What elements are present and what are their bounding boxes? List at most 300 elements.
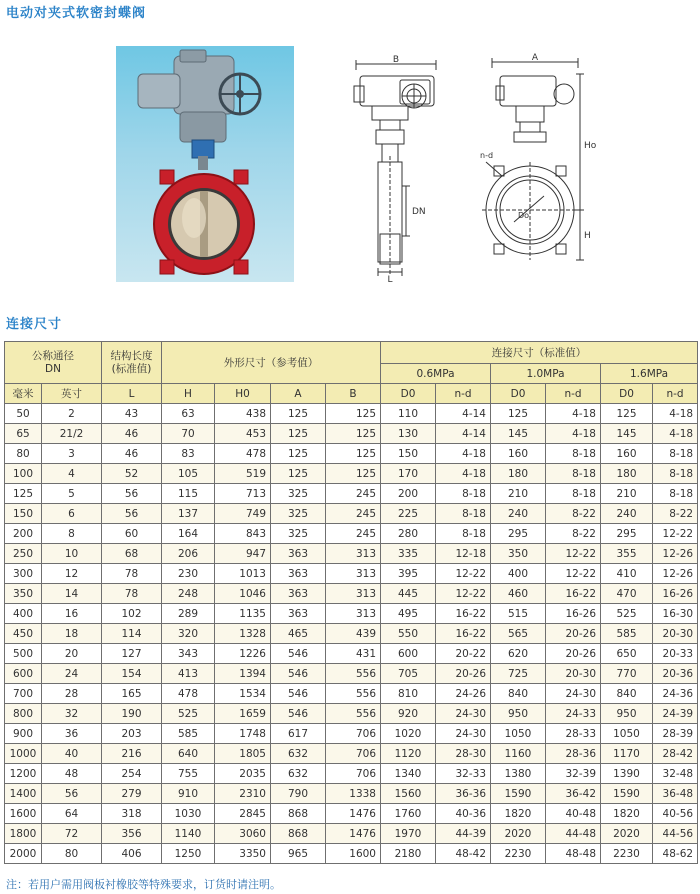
table-cell: 1805 [215, 744, 271, 764]
table-cell: 2845 [215, 804, 271, 824]
table-cell: 355 [601, 544, 653, 564]
table-cell: 343 [162, 644, 215, 664]
table-cell: 180 [491, 464, 546, 484]
table-cell: 12 [42, 564, 102, 584]
table-cell: 2035 [215, 764, 271, 784]
table-cell: 48 [42, 764, 102, 784]
header-b: B [326, 384, 381, 404]
table-cell: 2230 [601, 844, 653, 864]
table-cell: 4-18 [436, 464, 491, 484]
table-cell: 20-22 [436, 644, 491, 664]
table-cell: 4 [42, 464, 102, 484]
table-cell: 240 [601, 504, 653, 524]
table-row [5, 624, 698, 644]
header-h0: H0 [215, 384, 271, 404]
table-cell: 32-39 [546, 764, 601, 784]
table-cell: 500 [5, 644, 42, 664]
table-cell: 24-30 [436, 704, 491, 724]
table-cell: 12-26 [653, 564, 698, 584]
table-row [5, 844, 698, 864]
table-cell: 5 [42, 484, 102, 504]
table-cell: 617 [271, 724, 326, 744]
table-cell: 115 [162, 484, 215, 504]
header-pressure-06: 0.6MPa [381, 364, 491, 384]
table-cell: 46 [102, 444, 162, 464]
table-cell: 1046 [215, 584, 271, 604]
table-cell: 843 [215, 524, 271, 544]
table-cell: 6 [42, 504, 102, 524]
table-cell: 56 [42, 784, 102, 804]
table-cell: 125 [326, 464, 381, 484]
table-cell: 16-22 [436, 604, 491, 624]
table-cell: 650 [601, 644, 653, 664]
table-cell: 300 [5, 564, 42, 584]
table-cell: 2230 [491, 844, 546, 864]
table-cell: 245 [326, 484, 381, 504]
table-cell: 1030 [162, 804, 215, 824]
table-row [5, 524, 698, 544]
table-cell: 200 [5, 524, 42, 544]
table-cell: 216 [102, 744, 162, 764]
table-cell: 1380 [491, 764, 546, 784]
table-cell: 585 [601, 624, 653, 644]
table-cell: 64 [42, 804, 102, 824]
table-cell: 40-56 [653, 804, 698, 824]
table-cell: 240 [491, 504, 546, 524]
table-cell: 40-36 [436, 804, 491, 824]
table-cell: 1970 [381, 824, 436, 844]
table-cell: 1590 [491, 784, 546, 804]
table-cell: 556 [326, 664, 381, 684]
table-cell: 453 [215, 424, 271, 444]
table-cell: 632 [271, 764, 326, 784]
table-cell: 713 [215, 484, 271, 504]
table-cell: 1748 [215, 724, 271, 744]
table-cell: 36-48 [653, 784, 698, 804]
table-cell: 78 [102, 564, 162, 584]
label-b: B [392, 55, 400, 65]
table-cell: 56 [102, 504, 162, 524]
table-cell: 295 [491, 524, 546, 544]
table-cell: 1170 [601, 744, 653, 764]
table-cell: 114 [102, 624, 162, 644]
table-cell: 28-36 [546, 744, 601, 764]
table-cell: 632 [271, 744, 326, 764]
table-cell: 910 [162, 784, 215, 804]
table-cell: 180 [601, 464, 653, 484]
table-cell: 24 [42, 664, 102, 684]
table-cell: 465 [271, 624, 326, 644]
table-cell: 1760 [381, 804, 436, 824]
table-cell: 4-14 [436, 404, 491, 424]
table-cell: 438 [215, 404, 271, 424]
header-l: L [102, 384, 162, 404]
table-row [5, 544, 698, 564]
table-cell: 519 [215, 464, 271, 484]
table-cell: 125 [326, 404, 381, 424]
table-cell: 810 [381, 684, 436, 704]
table-cell: 28 [42, 684, 102, 704]
table-cell: 10 [42, 544, 102, 564]
table-cell: 755 [162, 764, 215, 784]
table-cell: 900 [5, 724, 42, 744]
header-pressure-16: 1.6MPa [601, 364, 698, 384]
table-cell: 102 [102, 604, 162, 624]
front-view-drawing [480, 52, 597, 282]
table-cell: 400 [5, 604, 42, 624]
table-cell: 12-18 [436, 544, 491, 564]
label-ho: Ho [584, 141, 597, 151]
table-cell: 1534 [215, 684, 271, 704]
header-a: A [271, 384, 326, 404]
table-cell: 460 [491, 584, 546, 604]
table-cell: 20-33 [653, 644, 698, 664]
table-cell: 36-36 [436, 784, 491, 804]
table-cell: 8-18 [436, 504, 491, 524]
table-cell: 1140 [162, 824, 215, 844]
table-cell: 556 [326, 704, 381, 724]
table-cell: 1560 [381, 784, 436, 804]
table-cell: 48-48 [546, 844, 601, 864]
table-cell: 1400 [5, 784, 42, 804]
table-cell: 24-30 [436, 724, 491, 744]
table-cell: 410 [601, 564, 653, 584]
header-nd-10: n-d [546, 384, 601, 404]
header-length: 结构长度 (标准值) [102, 342, 162, 384]
table-cell: 105 [162, 464, 215, 484]
table-cell: 600 [381, 644, 436, 664]
table-cell: 318 [102, 804, 162, 824]
table-cell: 225 [381, 504, 436, 524]
table-cell: 363 [271, 564, 326, 584]
table-cell: 8-18 [653, 464, 698, 484]
table-cell: 210 [601, 484, 653, 504]
table-cell: 556 [326, 684, 381, 704]
table-cell: 478 [215, 444, 271, 464]
table-cell: 20 [42, 644, 102, 664]
table-row [5, 444, 698, 464]
table-cell: 200 [381, 484, 436, 504]
table-cell: 565 [491, 624, 546, 644]
table-cell: 700 [5, 684, 42, 704]
table-row [5, 664, 698, 684]
table-cell: 2020 [491, 824, 546, 844]
table-cell: 20-26 [436, 664, 491, 684]
table-cell: 125 [326, 444, 381, 464]
table-body [5, 404, 698, 864]
table-cell: 248 [162, 584, 215, 604]
table-cell: 4-14 [436, 424, 491, 444]
table-cell: 40 [42, 744, 102, 764]
table-cell: 20-26 [546, 644, 601, 664]
table-cell: 1820 [601, 804, 653, 824]
header-nd-06: n-d [436, 384, 491, 404]
table-cell: 950 [601, 704, 653, 724]
table-cell: 1013 [215, 564, 271, 584]
table-row [5, 784, 698, 804]
table-cell: 1820 [491, 804, 546, 824]
table-cell: 478 [162, 684, 215, 704]
table-cell: 16-30 [653, 604, 698, 624]
table-cell: 164 [162, 524, 215, 544]
table-cell: 125 [5, 484, 42, 504]
table-row [5, 744, 698, 764]
table-cell: 16-22 [546, 584, 601, 604]
table-cell: 154 [102, 664, 162, 684]
table-cell: 279 [102, 784, 162, 804]
table-cell: 325 [271, 524, 326, 544]
table-cell: 206 [162, 544, 215, 564]
table-cell: 48-42 [436, 844, 491, 864]
table-cell: 515 [491, 604, 546, 624]
table-row [5, 824, 698, 844]
table-cell: 21/2 [42, 424, 102, 444]
table-cell: 725 [491, 664, 546, 684]
table-cell: 145 [601, 424, 653, 444]
header-dn: 公称通径 DN [5, 342, 102, 384]
table-cell: 16-26 [546, 604, 601, 624]
footnote: 注：若用户需用阀板衬橡胶等特殊要求，订货时请注明。 [6, 878, 281, 891]
table-cell: 16 [42, 604, 102, 624]
table-cell: 280 [381, 524, 436, 544]
table-cell: 1000 [5, 744, 42, 764]
table-cell: 546 [271, 704, 326, 724]
table-cell: 80 [42, 844, 102, 864]
table-cell: 125 [326, 424, 381, 444]
table-cell: 3060 [215, 824, 271, 844]
table-cell: 1135 [215, 604, 271, 624]
table-row [5, 424, 698, 444]
table-cell: 16-26 [653, 584, 698, 604]
table-cell: 245 [326, 504, 381, 524]
table-cell: 2180 [381, 844, 436, 864]
table-cell: 1328 [215, 624, 271, 644]
table-cell: 4-18 [653, 404, 698, 424]
table-cell: 2000 [5, 844, 42, 864]
table-cell: 1020 [381, 724, 436, 744]
table-cell: 749 [215, 504, 271, 524]
table-cell: 145 [491, 424, 546, 444]
table-cell: 1590 [601, 784, 653, 804]
table-cell: 1476 [326, 804, 381, 824]
table-cell: 28-42 [653, 744, 698, 764]
table-cell: 350 [491, 544, 546, 564]
table-cell: 356 [102, 824, 162, 844]
table-cell: 1476 [326, 824, 381, 844]
table-cell: 8-18 [436, 524, 491, 544]
table-cell: 1390 [601, 764, 653, 784]
table-cell: 110 [381, 404, 436, 424]
table-row [5, 604, 698, 624]
table-cell: 4-18 [436, 444, 491, 464]
table-cell: 363 [271, 584, 326, 604]
table-cell: 12-22 [436, 584, 491, 604]
table-cell: 640 [162, 744, 215, 764]
table-cell: 790 [271, 784, 326, 804]
table-cell: 550 [381, 624, 436, 644]
table-cell: 254 [102, 764, 162, 784]
header-mm: 毫米 [5, 384, 42, 404]
table-cell: 160 [601, 444, 653, 464]
header-d0-16: D0 [601, 384, 653, 404]
table-cell: 335 [381, 544, 436, 564]
table-cell: 190 [102, 704, 162, 724]
product-photo [116, 46, 294, 282]
table-cell: 3 [42, 444, 102, 464]
table-cell: 546 [271, 644, 326, 664]
table-cell: 8-18 [653, 484, 698, 504]
table-cell: 406 [102, 844, 162, 864]
table-cell: 1340 [381, 764, 436, 784]
header-inch: 英寸 [42, 384, 102, 404]
table-cell: 525 [162, 704, 215, 724]
header-connection: 连接尺寸（标准值） [381, 342, 698, 364]
table-cell: 2020 [601, 824, 653, 844]
table-cell: 24-36 [653, 684, 698, 704]
table-cell: 546 [271, 664, 326, 684]
table-cell: 245 [326, 524, 381, 544]
table-cell: 46 [102, 424, 162, 444]
table-cell: 313 [326, 564, 381, 584]
table-cell: 840 [491, 684, 546, 704]
table-cell: 44-39 [436, 824, 491, 844]
table-cell: 706 [326, 724, 381, 744]
table-cell: 546 [271, 684, 326, 704]
table-cell: 8-22 [546, 524, 601, 544]
side-view-drawing [340, 55, 456, 285]
table-cell: 137 [162, 504, 215, 524]
table-cell: 125 [271, 404, 326, 424]
table-cell: 18 [42, 624, 102, 644]
table-row [5, 724, 698, 744]
table-cell: 32-33 [436, 764, 491, 784]
table-cell: 313 [326, 544, 381, 564]
table-cell: 12-22 [436, 564, 491, 584]
table-cell: 36-42 [546, 784, 601, 804]
table-cell: 289 [162, 604, 215, 624]
table-cell: 8-18 [546, 444, 601, 464]
table-cell: 24-39 [653, 704, 698, 724]
table-cell: 127 [102, 644, 162, 664]
table-cell: 413 [162, 664, 215, 684]
table-cell: 83 [162, 444, 215, 464]
table-cell: 470 [601, 584, 653, 604]
section-title: 连接尺寸 [6, 317, 63, 332]
table-cell: 130 [381, 424, 436, 444]
table-cell: 80 [5, 444, 42, 464]
valve-photo-illustration [116, 46, 294, 282]
table-cell: 350 [5, 584, 42, 604]
table-cell: 705 [381, 664, 436, 684]
table-cell: 965 [271, 844, 326, 864]
table-cell: 125 [271, 464, 326, 484]
table-cell: 24-33 [546, 704, 601, 724]
table-cell: 325 [271, 484, 326, 504]
header-pressure-10: 1.0MPa [491, 364, 601, 384]
dimension-table [4, 341, 698, 864]
table-cell: 1226 [215, 644, 271, 664]
table-cell: 32 [42, 704, 102, 724]
table-cell: 770 [601, 664, 653, 684]
table-row [5, 684, 698, 704]
table-cell: 170 [381, 464, 436, 484]
table-cell: 1160 [491, 744, 546, 764]
table-cell: 12-22 [653, 524, 698, 544]
table-cell: 4-18 [546, 424, 601, 444]
table-cell: 20-30 [546, 664, 601, 684]
table-cell: 44-56 [653, 824, 698, 844]
table-cell: 125 [491, 404, 546, 424]
label-a: A [531, 53, 539, 63]
table-cell: 48-62 [653, 844, 698, 864]
table-row [5, 704, 698, 724]
table-cell: 68 [102, 544, 162, 564]
header-outline: 外形尺寸（参考值） [162, 342, 381, 384]
table-cell: 950 [491, 704, 546, 724]
table-cell: 70 [162, 424, 215, 444]
table-cell: 495 [381, 604, 436, 624]
table-cell: 620 [491, 644, 546, 664]
table-cell: 125 [271, 424, 326, 444]
table-cell: 63 [162, 404, 215, 424]
table-cell: 3350 [215, 844, 271, 864]
table-row [5, 504, 698, 524]
table-cell: 24-30 [546, 684, 601, 704]
header-nd-16: n-d [653, 384, 698, 404]
table-cell: 60 [102, 524, 162, 544]
table-cell: 36 [42, 724, 102, 744]
table-cell: 4-18 [546, 404, 601, 424]
table-cell: 868 [271, 804, 326, 824]
table-cell: 16-22 [436, 624, 491, 644]
table-cell: 20-30 [653, 624, 698, 644]
label-do: Do [518, 211, 530, 220]
table-cell: 150 [381, 444, 436, 464]
table-cell: 1050 [601, 724, 653, 744]
table-cell: 295 [601, 524, 653, 544]
table-cell: 12-22 [546, 564, 601, 584]
table-cell: 28-39 [653, 724, 698, 744]
table-cell: 50 [5, 404, 42, 424]
table-row [5, 404, 698, 424]
table-cell: 585 [162, 724, 215, 744]
table-cell: 1800 [5, 824, 42, 844]
table-cell: 150 [5, 504, 42, 524]
table-cell: 14 [42, 584, 102, 604]
table-cell: 525 [601, 604, 653, 624]
table-row [5, 584, 698, 604]
table-cell: 320 [162, 624, 215, 644]
table-cell: 72 [42, 824, 102, 844]
table-cell: 868 [271, 824, 326, 844]
table-cell: 65 [5, 424, 42, 444]
table-cell: 125 [271, 444, 326, 464]
table-cell: 43 [102, 404, 162, 424]
page-title: 电动对夹式软密封蝶阀 [6, 6, 147, 21]
table-cell: 8-18 [546, 484, 601, 504]
table-cell: 28-33 [546, 724, 601, 744]
header-d0-10: D0 [491, 384, 546, 404]
table-cell: 210 [491, 484, 546, 504]
table-cell: 12-22 [546, 544, 601, 564]
table-cell: 250 [5, 544, 42, 564]
label-l: L [387, 275, 393, 285]
table-row [5, 464, 698, 484]
table-cell: 100 [5, 464, 42, 484]
table-cell: 706 [326, 764, 381, 784]
table-cell: 2310 [215, 784, 271, 804]
table-row [5, 564, 698, 584]
